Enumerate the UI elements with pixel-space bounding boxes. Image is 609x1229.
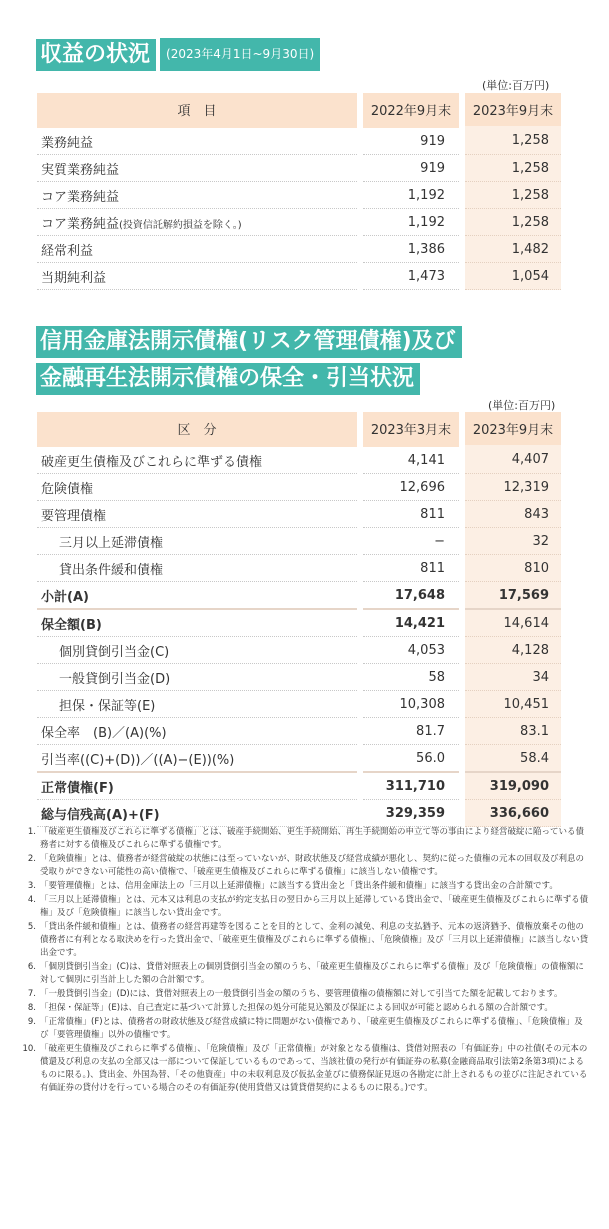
header-col2: 2023年9月末	[465, 412, 561, 445]
table-row	[37, 800, 561, 827]
row-label: 保全率 (B)／(A)(%)	[37, 718, 357, 745]
table-row	[37, 555, 561, 582]
row-label: 正常債権(F)	[37, 773, 357, 800]
row-value-2023-09: 32	[465, 528, 561, 555]
row-value-2023-09: 4,407	[465, 445, 561, 474]
row-label: 三月以上延滞債権	[37, 528, 357, 555]
row-value-2023-09: 4,128	[465, 637, 561, 664]
section2-heading	[36, 326, 462, 400]
section1-unit: (単位:百万円)	[482, 79, 550, 92]
row-label: 保全額(B)	[37, 610, 357, 637]
table-row	[37, 664, 561, 691]
row-value-2023: 1,258	[465, 155, 561, 182]
row-value-2023: 1,258	[465, 209, 561, 236]
row-label-note: (投資信託解約損益を除く。)	[119, 219, 242, 231]
row-label: コア業務純益	[37, 182, 357, 209]
row-value-2023-03: 811	[363, 555, 459, 582]
row-value-2023-09: 34	[465, 664, 561, 691]
row-label	[37, 209, 357, 236]
claims-table	[37, 412, 561, 827]
table-row	[37, 718, 561, 745]
row-label: 引当率((C)+(D))／((A)−(E))(%)	[37, 745, 357, 773]
header-col1: 2022年9月末	[363, 93, 459, 126]
row-label: 業務純益	[37, 126, 357, 155]
table-header-row	[37, 93, 561, 126]
footnote-number: 6.	[27, 962, 36, 972]
row-value-2023-09: 810	[465, 555, 561, 582]
footnote	[14, 1043, 590, 1095]
row-value-2023-09: 843	[465, 501, 561, 528]
footnote-number: 7.	[27, 989, 36, 999]
row-label: 小計(A)	[37, 582, 357, 610]
row-value-2023-09: 319,090	[465, 773, 561, 800]
footnote	[14, 894, 590, 920]
row-label: 要管理債権	[37, 501, 357, 528]
footnote-text: 「破産更生債権及びこれらに準ずる債権」、「危険債権」及び「正常債権」が対象となる債権は、貸借対照表の「有価証券」中の社債(その元本の償還及び利息の支払の全部又は一部について保証しているものであって、当該社債の発行が有価証券の私募(金融商品取引法第2条第3項)によるものに限る。)、貸出金、外国為替、「その他資産」中の未収利息及び仮払金並びに債務保証見返の各勘定に計上されるもの並びに注記されている有価証券の貸付けを行っている場合のその有価証券(使用貸借又は賃貸借契約によるものに限る。)です。	[40, 1044, 588, 1093]
footnote-text: 「担保・保証等」(E)は、自己査定に基づいて計算した担保の処分可能見込額及び保証による回収が可能と認められる額の合計額です。	[40, 1003, 553, 1013]
table-row	[37, 528, 561, 555]
section1-period: (2023年4月1日~9月30日)	[160, 38, 320, 71]
table-row	[37, 236, 561, 263]
header-col2: 2023年9月末	[465, 93, 561, 126]
footnote-text: 「個別貸倒引当金」(C)は、貸借対照表上の個別貸倒引当金の額のうち、「破産更生債権及びこれらに準ずる債権」及び「危険債権」の債権額に対して個別に引当計上した額の合計額です。	[40, 962, 584, 985]
row-value-2023-09: 14,614	[465, 610, 561, 637]
footnote	[14, 853, 590, 879]
row-value-2023-03: 81.7	[363, 718, 459, 745]
row-value-2023-03: 329,359	[363, 800, 459, 827]
row-value-2023-03: 4,141	[363, 445, 459, 474]
footnote	[14, 921, 590, 960]
footnote	[14, 1002, 590, 1015]
section2-title-line1: 信用金庫法開示債権(リスク管理債権)及び	[36, 326, 462, 358]
section2-title-line2: 金融再生法開示債権の保全・引当状況	[36, 363, 420, 395]
row-value-2023-03: −	[363, 528, 459, 555]
footnote-text: 「正常債権」(F)とは、債務者の財政状態及び経営成績に特に問題がない債権であり、「破産更生債権及びこれらに準ずる債権」、「危険債権」及び「要管理債権」以外の債権です。	[40, 1017, 583, 1040]
row-value-2023-03: 56.0	[363, 745, 459, 773]
footnote-number: 5.	[27, 922, 36, 932]
row-value-2023-03: 12,696	[363, 474, 459, 501]
table-row	[37, 773, 561, 800]
row-value-2023-09: 83.1	[465, 718, 561, 745]
footnote-number: 4.	[27, 895, 36, 905]
row-value-2023-09: 12,319	[465, 474, 561, 501]
row-value-2023-03: 311,710	[363, 773, 459, 800]
row-label: 危険債権	[37, 474, 357, 501]
row-label-text: コア業務純益	[41, 216, 120, 232]
footnote-text: 「一般貸倒引当金」(D)には、貸借対照表上の一般貸倒引当金の額のうち、要管理債権の債権額に対して引当てた額を記載しております。	[40, 989, 563, 999]
row-value-2023-09: 17,569	[465, 582, 561, 610]
table-row	[37, 501, 561, 528]
table-row	[37, 745, 561, 773]
footnote-text: 「破産更生債権及びこれらに準ずる債権」とは、破産手続開始、更生手続開始、再生手続開始の申立て等の事由により経営破綻に陥っている債務者に対する債権及びこれらに準ずる債権です。	[40, 827, 585, 850]
footnote-number: 9.	[27, 1017, 36, 1027]
section1-heading	[36, 38, 320, 71]
row-label: 経常利益	[37, 236, 357, 263]
row-label: 総与信残高(A)+(F)	[37, 800, 357, 827]
footnote-number: 1.	[27, 827, 36, 837]
table-header-row	[37, 412, 561, 445]
row-value-2023-09: 336,660	[465, 800, 561, 827]
row-value-2023-03: 17,648	[363, 582, 459, 610]
footnote-text: 「危険債権」とは、債務者が経営破綻の状態には至っていないが、財政状態及び経営成績が悪化し、契約に従った債権の元本の回収及び利息の受取りができない可能性の高い債権で、「破産更生債権及びこれらに準ずる債権」に該当しない債権です。	[40, 854, 585, 877]
table-row	[37, 263, 561, 290]
row-value-2022: 1,192	[363, 209, 459, 236]
row-value-2022: 1,192	[363, 182, 459, 209]
footnote-number: 10.	[22, 1044, 36, 1054]
row-value-2022: 919	[363, 155, 459, 182]
row-value-2022: 919	[363, 126, 459, 155]
row-value-2023-09: 10,451	[465, 691, 561, 718]
footnote-text: 「貸出条件緩和債権」とは、債務者の経営再建等を図ることを目的として、金利の減免、利息の支払猶予、元本の返済猶予、債権放棄その他の債務者に有利となる取決めを行った貸出金で、「破産更生債権及びこれらに準ずる債権」、「危険債権」及び「三月以上延滞債権」に該当しない貸出金です。	[40, 922, 589, 958]
table-row	[37, 691, 561, 718]
footnote-text: 「三月以上延滞債権」とは、元本又は利息の支払が約定支払日の翌日から三月以上延滞している貸出金で、「破産更生債権及びこれらに準ずる債権」及び「危険債権」に該当しない貸出金です。	[40, 895, 589, 918]
row-value-2023-03: 4,053	[363, 637, 459, 664]
row-value-2023-09: 58.4	[465, 745, 561, 773]
footnote-number: 3.	[27, 881, 36, 891]
row-label: 一般貸倒引当金(D)	[37, 664, 357, 691]
header-item: 項 目	[37, 93, 357, 126]
row-label: 実質業務純益	[37, 155, 357, 182]
row-value-2023: 1,482	[465, 236, 561, 263]
row-value-2023: 1,258	[465, 182, 561, 209]
row-label: 貸出条件緩和債権	[37, 555, 357, 582]
footnotes	[14, 826, 590, 1096]
footnote-text: 「要管理債権」とは、信用金庫法上の「三月以上延滞債権」に該当する貸出金と「貸出条件緩和債権」に該当する貸出金の合計額です。	[40, 881, 558, 891]
footnote	[14, 826, 590, 852]
footnote	[14, 1016, 590, 1042]
footnote-number: 2.	[27, 854, 36, 864]
footnote	[14, 988, 590, 1001]
footnote-number: 8.	[27, 1003, 36, 1013]
section2-unit: (単位:百万円)	[488, 399, 556, 412]
table-row	[37, 209, 561, 236]
row-value-2023: 1,258	[465, 126, 561, 155]
row-value-2023-03: 14,421	[363, 610, 459, 637]
table-row	[37, 474, 561, 501]
table-row	[37, 637, 561, 664]
row-value-2023-03: 10,308	[363, 691, 459, 718]
table-row	[37, 610, 561, 637]
row-label: 破産更生債権及びこれらに準ずる債権	[37, 445, 357, 474]
header-col1: 2023年3月末	[363, 412, 459, 445]
row-label: 担保・保証等(E)	[37, 691, 357, 718]
table-row	[37, 155, 561, 182]
row-label: 個別貸倒引当金(C)	[37, 637, 357, 664]
row-value-2022: 1,386	[363, 236, 459, 263]
table-row	[37, 445, 561, 474]
table-row	[37, 182, 561, 209]
row-value-2023-03: 811	[363, 501, 459, 528]
footnote	[14, 880, 590, 893]
row-label: 当期純利益	[37, 263, 357, 290]
table-row	[37, 126, 561, 155]
footnote	[14, 961, 590, 987]
row-value-2023: 1,054	[465, 263, 561, 290]
section1-title: 収益の状況	[36, 39, 156, 71]
row-value-2022: 1,473	[363, 263, 459, 290]
earnings-table	[37, 93, 561, 290]
table-row	[37, 582, 561, 610]
row-value-2023-03: 58	[363, 664, 459, 691]
header-category: 区 分	[37, 412, 357, 445]
